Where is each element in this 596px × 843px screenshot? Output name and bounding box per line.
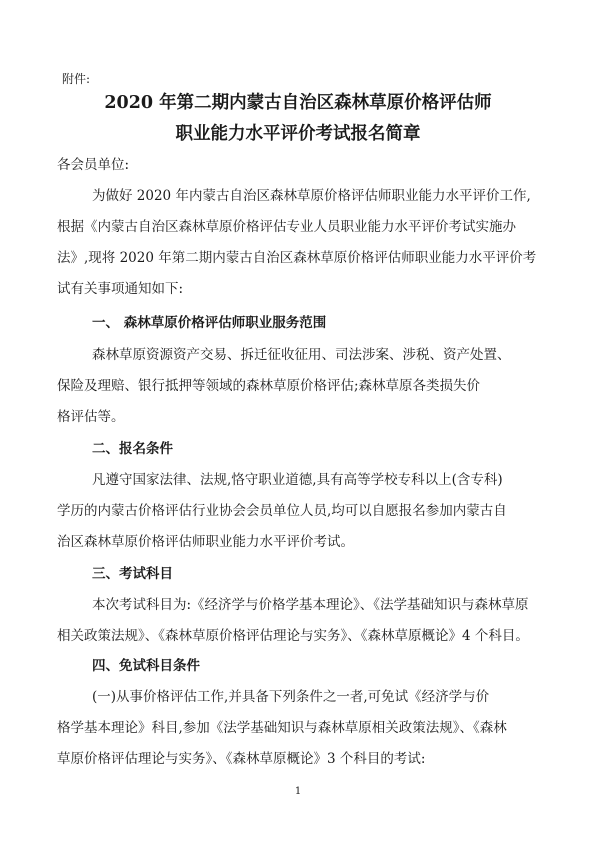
intro-line: 法》,现将 2020 年第二期内蒙古自治区森林草原价格评估师职业能力水平评价考 [57, 250, 537, 266]
section-heading: 四、免试科目条件 [92, 658, 200, 674]
intro-line: 为做好 2020 年内蒙古自治区森林草原价格评估师职业能力水平评价工作, [92, 188, 531, 204]
intro-line: 试有关事项通知如下: [57, 281, 184, 297]
section-heading: 二、报名条件 [92, 441, 173, 457]
intro-line: 根据《内蒙古自治区森林草原价格评估专业人员职业能力水平评价考试实施办 [57, 219, 516, 235]
section-line: 保险及理赔、银行抵押等领域的森林草原价格评估;森林草原各类损失价 [57, 378, 481, 394]
section-line: 森林草原资源资产交易、拆迁征收征用、司法涉案、涉税、资产处置、 [92, 347, 511, 363]
title-line-2: 职业能力水平评价考试报名简章 [175, 124, 421, 144]
section-line: 凡遵守国家法律、法规,恪守职业道德,具有高等学校专科以上(含专科) [92, 472, 503, 488]
section-line: 学历的内蒙古价格评估行业协会会员单位人员,均可以自愿报名参加内蒙古自 [57, 503, 507, 519]
attachment-label: 附件: [62, 72, 91, 86]
page-number: 1 [294, 786, 302, 797]
section-line: 本次考试科目为:《经济学与价格学基本理论》、《法学基础知识与森林草原 [92, 597, 529, 613]
section-line: 格评估等。 [57, 409, 125, 425]
section-heading: 一、 森林草原价格评估师职业服务范围 [92, 315, 327, 331]
section-line: 相关政策法规》、《森林草原价格评估理论与实务》、《森林草原概论》4 个科目。 [57, 628, 529, 644]
section-line: 草原价格评估理论与实务》、《森林草原概论》3 个科目的考试: [57, 751, 426, 767]
section-line: (一)从事价格评估工作,并具备下列条件之一者,可免试《经济学与价 [92, 689, 490, 705]
section-heading: 三、考试科目 [92, 566, 173, 582]
title-line-1: 2020 年第二期内蒙古自治区森林草原价格评估师 [104, 93, 492, 113]
section-line: 治区森林草原价格评估师职业能力水平评价考试。 [57, 534, 354, 550]
salutation: 各会员单位: [57, 157, 130, 173]
section-line: 格学基本理论》科目,参加《法学基础知识与森林草原相关政策法规》、《森林 [57, 720, 507, 736]
